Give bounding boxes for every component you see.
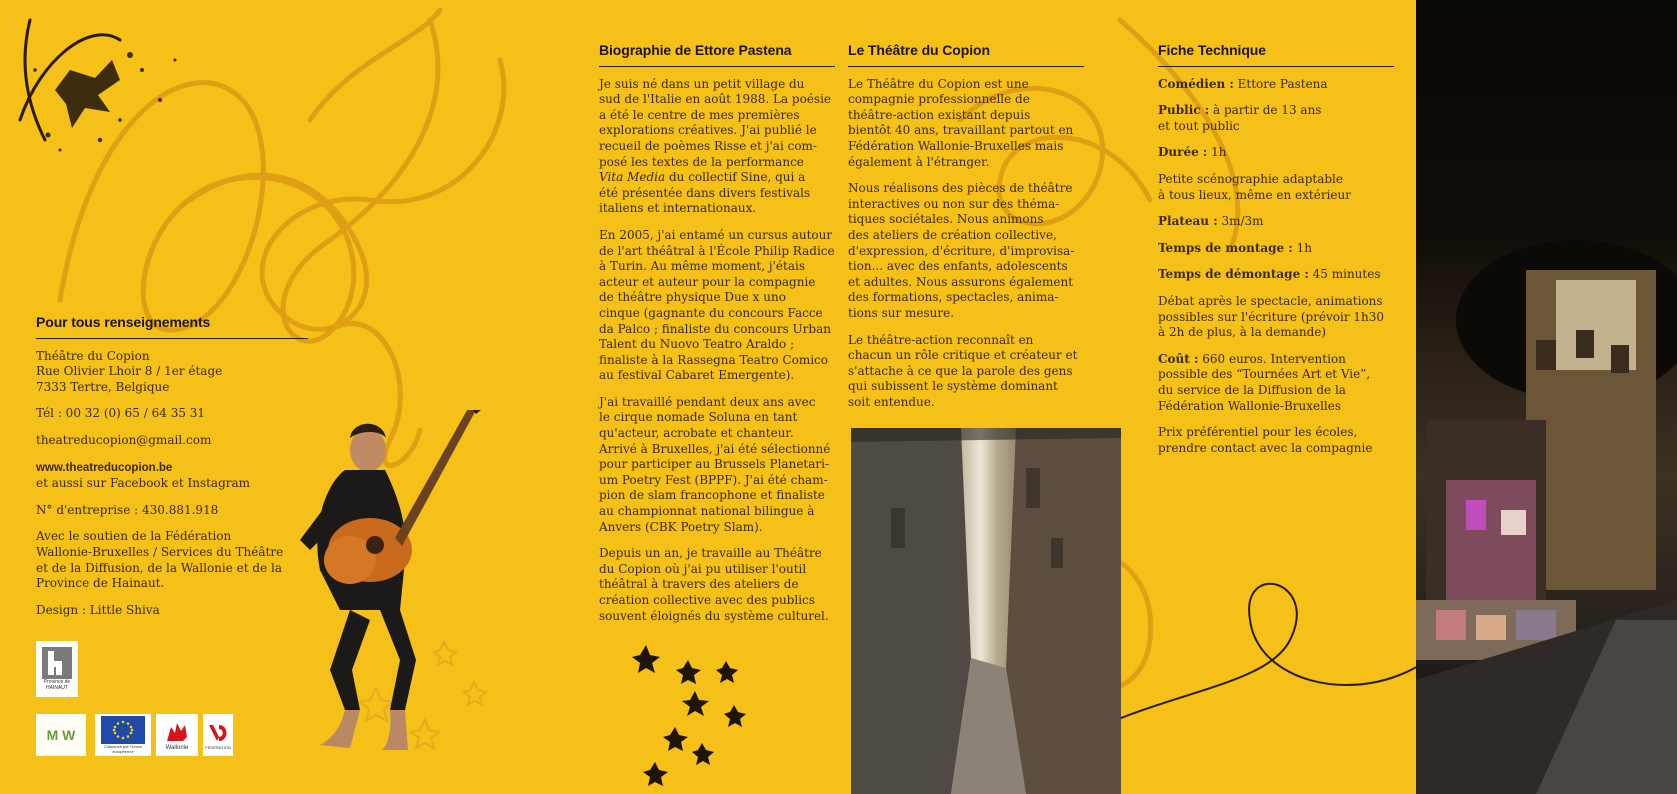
theatre-line: interactives ou non sur des théma- — [848, 196, 1060, 211]
bio-line: posé les textes de la performance — [599, 154, 804, 169]
bio-line: du collectif Sine, qui a — [665, 170, 806, 185]
field-label: Public : — [1158, 103, 1210, 118]
bio-line: le cirque nomade Soluna en tant — [599, 410, 798, 425]
support-text — [36, 529, 308, 591]
fiche-demontage — [1158, 267, 1394, 283]
field-label: Comédien : — [1158, 76, 1234, 91]
fiche-line: possibles sur l'écriture (prévoir 1h30 — [1158, 309, 1385, 324]
federation-icon — [207, 721, 229, 745]
bio-line: Talent du Nuovo Teatro Araldo ; — [599, 337, 795, 352]
performer-illustration — [290, 410, 520, 760]
website-link[interactable]: www.theatreducopion.be — [36, 461, 173, 474]
bio-line: italiens et internationaux. — [599, 201, 757, 216]
theatre-line: d'expression, d'écriture, d'improvisa- — [848, 243, 1075, 258]
bio-line: Anvers (CBK Poetry Slam). — [599, 519, 763, 534]
fiche-heading: Fiche Technique — [1158, 43, 1394, 67]
biography-heading: Biographie de Ettore Pastena — [599, 43, 835, 67]
theatre-paragraph-1 — [848, 77, 1084, 171]
theatre-line: chacun un rôle critique et créateur et — [848, 348, 1078, 363]
theatre-line: des formations, spectacles, anima- — [848, 290, 1059, 305]
fiche-technique-column — [1158, 43, 1394, 456]
bio-line: a été le centre de mes premières — [599, 107, 800, 122]
bio-line: été présentée dans divers festivals — [599, 185, 811, 200]
contact-phone: Tél : 00 32 (0) 65 / 64 35 31 — [36, 406, 206, 421]
fiche-plateau — [1158, 214, 1394, 230]
theatre-column — [848, 43, 1084, 410]
support-line: Wallonie-Bruxelles / Services du Théâtre — [36, 544, 284, 559]
bio-line: explorations créatives. J'ai publié le — [599, 123, 817, 138]
rooster-icon — [163, 719, 191, 745]
field-value: et tout public — [1158, 118, 1240, 133]
theatre-line: et adultes. Nous assurons également — [848, 274, 1074, 289]
fiche-line: Fédération Wallonie-Bruxelles — [1158, 398, 1342, 413]
support-line: Province de Hainaut. — [36, 576, 165, 591]
theatre-line: théâtre-action existant depuis — [848, 107, 1031, 122]
field-value: Ettore Pastena — [1233, 76, 1328, 91]
bio-line: acteur et auteur pour la compagnie — [599, 274, 816, 289]
theatre-heading: Le Théâtre du Copion — [848, 43, 1084, 67]
fiche-line: Prix préférentiel pour les écoles, — [1158, 425, 1358, 440]
theatre-line: tion... avec des enfants, adolescents — [848, 259, 1068, 274]
bio-line: sud de l'Italie en août 1988. La poésie — [599, 92, 832, 107]
theatre-line: également à l'étranger. — [848, 154, 990, 169]
bio-line: au festival Cabaret Emergente). — [599, 368, 795, 383]
address-line: Théâtre du Copion — [36, 348, 150, 363]
fiche-comedien — [1158, 77, 1394, 93]
field-label: Temps de démontage : — [1158, 267, 1309, 282]
eu-logo — [95, 714, 151, 756]
street-photo — [1416, 0, 1677, 794]
mw-icon: M W — [46, 727, 76, 743]
fiche-line: Petite scénographie adaptable — [1158, 171, 1343, 186]
field-label: Plateau : — [1158, 214, 1218, 229]
fiche-montage — [1158, 241, 1394, 257]
theatre-line: bientôt 40 ans, travaillant partout en — [848, 123, 1074, 138]
theatre-paragraph-2 — [848, 181, 1084, 321]
field-value: 660 euros. Intervention — [1198, 351, 1346, 366]
theatre-line: qui subissent le système dominant — [848, 379, 1058, 394]
theatre-line: des ateliers de création collective, — [848, 227, 1057, 242]
fiche-line: Débat après le spectacle, animations — [1158, 293, 1383, 308]
theatre-line: soit entendue. — [848, 394, 935, 409]
federation-logo — [203, 714, 233, 756]
fiche-cout — [1158, 352, 1394, 414]
theatre-line: s'attache à ce que la parole des gens — [848, 363, 1073, 378]
address-line: 7333 Tertre, Belgique — [36, 379, 170, 394]
bio-line: souvent éloignés du système culturel. — [599, 608, 829, 623]
support-line: Avec le soutien de la Fédération — [36, 529, 232, 544]
bio-line: à Turin. Au même moment, j'étais — [599, 259, 805, 274]
field-label: Durée : — [1158, 145, 1208, 160]
field-value: à partir de 13 ans — [1209, 103, 1322, 118]
field-label: Temps de montage : — [1158, 240, 1293, 255]
wallonie-label: Wallonie — [165, 745, 189, 751]
field-value: 3m/3m — [1217, 214, 1264, 229]
bio-line: théâtral à travers des ateliers de — [599, 577, 799, 592]
bio-line: au championnat national bilingue à — [599, 504, 815, 519]
bio-line: En 2005, j'ai entamé un cursus autour — [599, 227, 833, 242]
theatre-line: Le Théâtre du Copion est une — [848, 76, 1029, 91]
fiche-line: à 2h de plus, à la demande) — [1158, 325, 1327, 340]
bio-line: du Copion où j'ai pu utiliser l'outil — [599, 561, 807, 576]
theatre-line: Nous réalisons des pièces de théâtre — [848, 181, 1073, 196]
contact-web — [36, 460, 308, 492]
fiche-scenographie — [1158, 172, 1394, 203]
bio-line: pour participer au Brussels Planetari- — [599, 457, 830, 472]
fiche-prix — [1158, 425, 1394, 456]
social-text: et aussi sur Facebook et Instagram — [36, 476, 251, 491]
contact-heading: Pour tous renseignements — [36, 315, 308, 339]
fiche-duree — [1158, 145, 1394, 161]
theatre-paragraph-3 — [848, 333, 1084, 411]
bio-line: finaliste à la Rassegna Teatro Comico — [599, 352, 828, 367]
design-credit: Design : Little Shiva — [36, 602, 160, 617]
hainaut-logo — [36, 641, 78, 697]
hainaut-icon — [42, 647, 72, 679]
bio-line: J'ai travaillé pendant deux ans avec — [599, 394, 816, 409]
federation-label: FÉDÉRATION — [205, 744, 231, 750]
bio-line: recueil de poèmes Risse et j'ai com- — [599, 138, 817, 153]
support-line: et de la Diffusion, de la Wallonie et de la — [36, 560, 282, 575]
bio-line: da Palco ; finaliste du concours Urban — [599, 321, 831, 336]
contact-email[interactable]: theatreducopion@gmail.com — [36, 432, 212, 447]
theatre-line: tiques sociétales. Nous animons — [848, 212, 1044, 227]
theatre-line: tions sur mesure. — [848, 305, 955, 320]
fiche-public — [1158, 103, 1394, 134]
alley-photo — [851, 428, 1121, 794]
bio-line: Arrivé à Bruxelles, j'ai été sélectionné — [599, 441, 831, 456]
bio-line: Je suis né dans un petit village du — [599, 76, 805, 91]
field-value: 1h — [1292, 240, 1312, 255]
fiche-debat — [1158, 294, 1394, 341]
bio-paragraph-3 — [599, 395, 835, 535]
bio-paragraph-1 — [599, 77, 835, 217]
hainaut-label: Province de HAINAUT — [43, 679, 71, 691]
bio-line: création collective avec des publics — [599, 593, 815, 607]
eu-flag-icon — [101, 716, 145, 744]
fiche-line: à tous lieux, même en extérieur — [1158, 187, 1351, 202]
theatre-line: Fédération Wallonie-Bruxelles mais — [848, 138, 1064, 153]
company-number: N° d'entreprise : 430.881.918 — [36, 502, 219, 517]
field-label: Coût : — [1158, 351, 1199, 366]
bio-line: de l'art théâtral à l'École Philip Radice — [599, 243, 835, 258]
bio-line: Depuis un an, je travaille au Théâtre — [599, 546, 822, 561]
biography-column — [599, 43, 835, 624]
bio-line: de théâtre physique Due x uno — [599, 290, 786, 305]
bio-italic-title: Vita Media — [599, 170, 666, 185]
bio-paragraph-4 — [599, 546, 835, 624]
bio-line: um Poetry Fest (BPPF). J'ai été cham- — [599, 472, 828, 487]
bio-paragraph-2 — [599, 228, 835, 384]
bio-line: cinque (gagnante du concours Facce — [599, 305, 823, 320]
field-value: 45 minutes — [1308, 267, 1381, 282]
bio-line: qu'acteur, acrobate et chanteur. — [599, 426, 794, 441]
fiche-line: possible des “Tournées Art et Vie”, — [1158, 367, 1371, 382]
field-value: 1h — [1207, 145, 1227, 160]
wallonie-logo — [156, 714, 198, 756]
address-line: Rue Olivier Lhoir 8 / 1er étage — [36, 364, 223, 379]
mw-logo — [36, 714, 86, 756]
contact-column — [36, 315, 308, 618]
theatre-line: compagnie professionnelle de — [848, 92, 1030, 107]
fiche-line: du service de la Diffusion de la — [1158, 382, 1346, 397]
bio-line: pion de slam francophone et finaliste — [599, 488, 825, 503]
eu-label: Cofinancé par l'Union européenne — [103, 744, 143, 754]
theatre-line: Le théâtre-action reconnaît en — [848, 332, 1034, 347]
contact-address — [36, 349, 308, 396]
fiche-line: prendre contact avec la compagnie — [1158, 440, 1373, 455]
